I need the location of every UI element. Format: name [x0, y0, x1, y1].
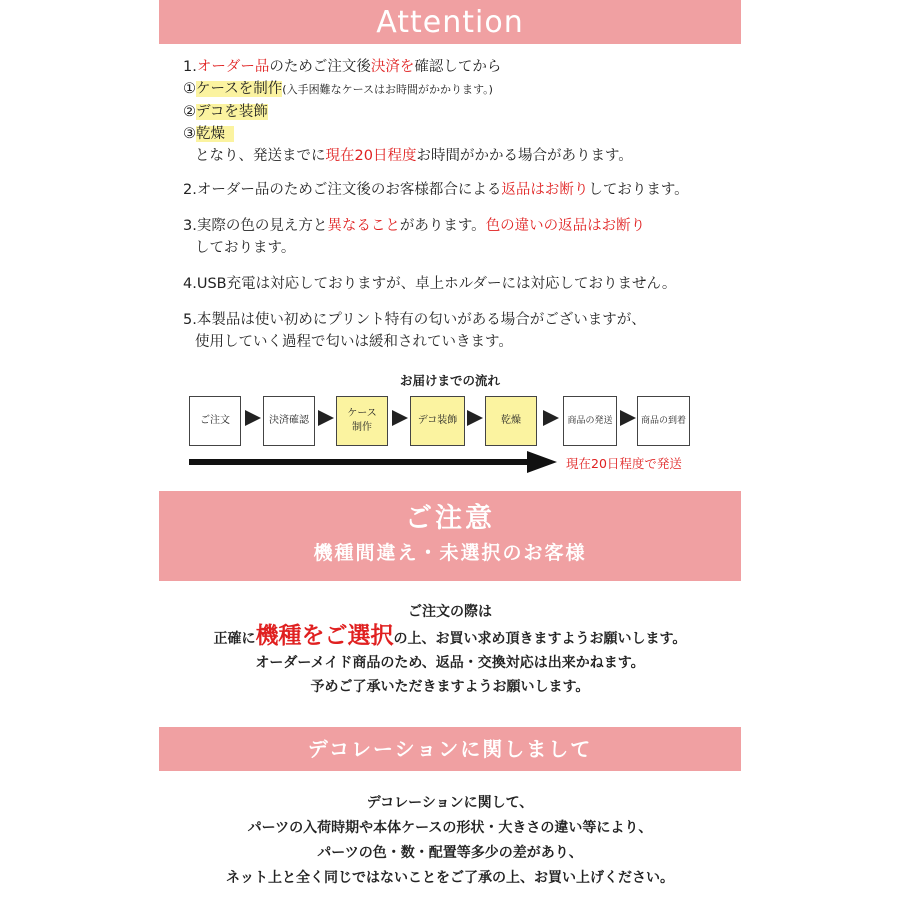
- caution-subtitle: 機種間違え・未選択のお客様: [313, 542, 587, 564]
- decoration-line: ネット上と全く同じではないことをご了承の上、お買い上げください。: [226, 870, 674, 886]
- caution-line-2: 正確に機種をご選択の上、お買い求め頂きますようお願いします。: [213, 623, 687, 649]
- notice-item-1: 1.オーダー品のためご注文後決済を確認してから: [183, 59, 502, 75]
- caution-line-4: 予めご了承いただきますようお願いします。: [310, 679, 590, 695]
- timeline-arrow: [189, 459, 529, 465]
- notice-item-5: 5.本製品は使い初めにプリント特有の匂いがある場合がございますが、: [183, 312, 646, 328]
- notice-item-4: 4.USB充電は対応しておりますが、卓上ホルダーには対応しておりません。: [183, 276, 677, 292]
- notice-list: [183, 56, 743, 353]
- flow-step-order: ご注文: [189, 396, 241, 446]
- notice-item-5-tail: 使用していく過程で匂いは緩和されていきます。: [195, 334, 513, 350]
- decoration-line: パーツの入荷時期や本体ケースの形状・大きさの違い等により、: [247, 820, 653, 836]
- notice-item-3-tail: しております。: [195, 240, 296, 256]
- flow-arrow-icon: [318, 410, 334, 426]
- step-2: ②デコを装飾: [183, 104, 268, 120]
- flow-arrow-icon: [620, 410, 636, 426]
- flow-arrow-icon: [467, 410, 483, 426]
- flow-arrow-icon: [392, 410, 408, 426]
- flow-step-payment: 決済確認: [263, 396, 315, 446]
- decoration-line: デコレーションに関して、: [366, 795, 534, 811]
- flow-arrow-icon: [245, 410, 261, 426]
- flow-step-ship: 商品の発送: [563, 396, 617, 446]
- decoration-title: デコレーションに関しまして: [307, 737, 593, 761]
- timeline-arrow-head-icon: [527, 451, 557, 473]
- notice-item-3: 3.実際の色の見え方と異なることがあります。色の違いの返品はお断り: [183, 218, 646, 234]
- caution-title: ご注意: [405, 503, 495, 534]
- caution-line-3: オーダーメイド商品のため、返品・交換対応は出来かねます。: [255, 655, 645, 671]
- decoration-body: [159, 791, 741, 891]
- notice-item-2: 2.オーダー品のためご注文後のお客様都合による返品はお断りしております。: [183, 182, 689, 198]
- flow-arrow-icon: [543, 410, 559, 426]
- caution-banner: [159, 491, 741, 581]
- notice-item-1-tail: となり、発送までに現在20日程度お時間がかかる場合があります。: [195, 148, 633, 164]
- decoration-banner: [159, 727, 741, 771]
- attention-banner: [159, 0, 741, 44]
- caution-line-1: ご注文の際は: [408, 604, 492, 620]
- flow-step-dry: 乾燥: [485, 396, 537, 446]
- step-1: ①ケースを制作(入手困難なケースはお時間がかかります。): [183, 81, 493, 97]
- flow-title: お届けまでの流れ: [399, 373, 500, 388]
- step-3: ③乾燥: [183, 123, 743, 145]
- flow-step-deco: デコ装飾: [410, 396, 465, 446]
- flow-step-case: ケース 制作: [336, 396, 388, 446]
- flow-step-arrive: 商品の到着: [637, 396, 690, 446]
- caution-body: [159, 600, 741, 699]
- decoration-line: パーツの色・数・配置等多少の差があり、: [317, 845, 583, 861]
- flow-note: 現在20日程度で発送: [566, 456, 682, 471]
- attention-title: Attention: [376, 5, 524, 40]
